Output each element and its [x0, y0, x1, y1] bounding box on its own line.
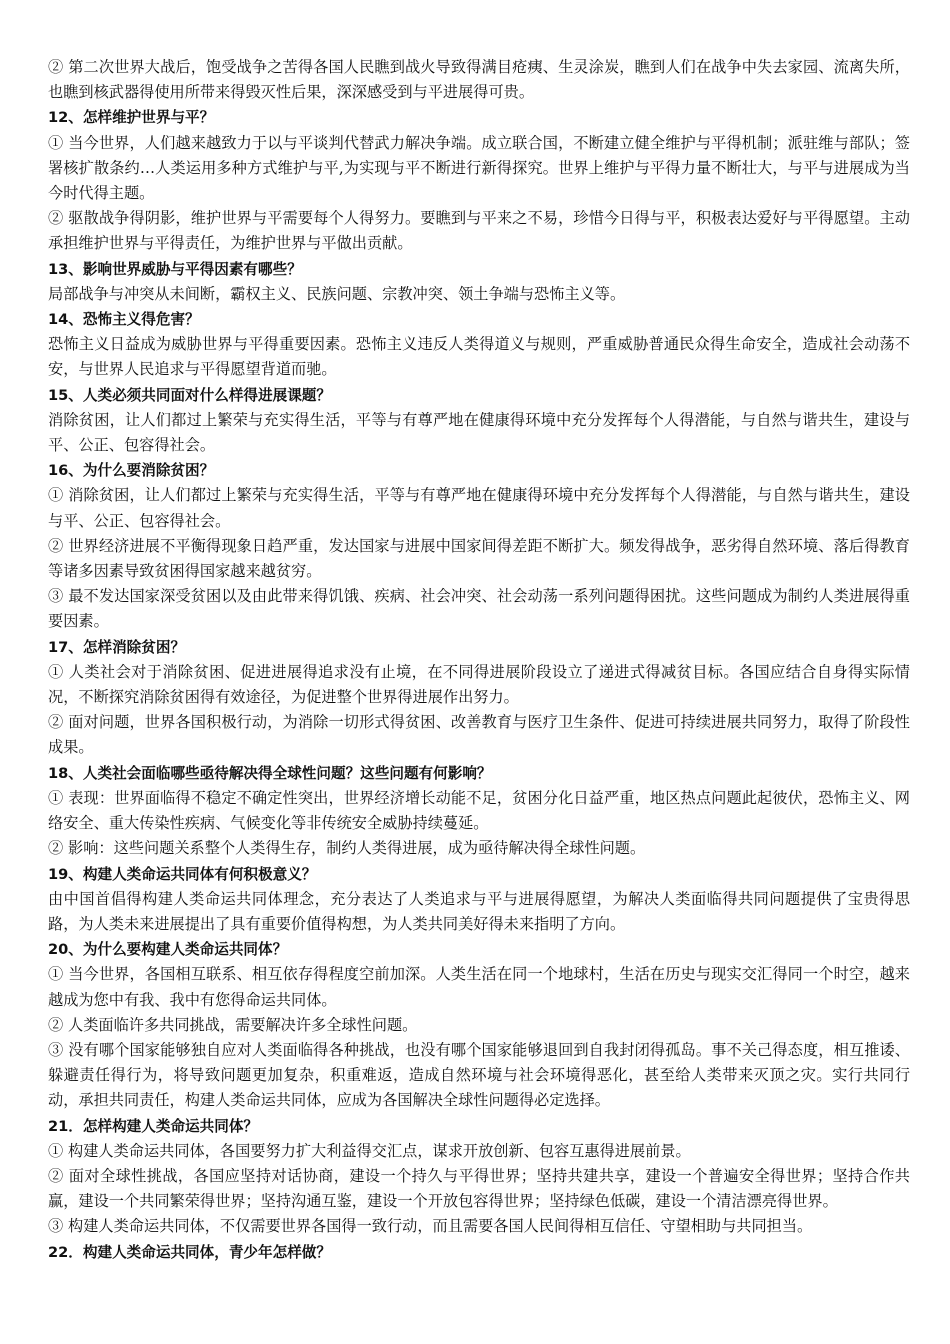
paragraph: 局部战争与冲突从未间断，霸权主义、民族问题、宗教冲突、领土争端与恐怖主义等。: [48, 284, 626, 303]
section-heading: 12、怎样维护世界与平？: [48, 109, 215, 127]
paragraph: ② 人类面临许多共同挑战，需要解决许多全球性问题。: [48, 1015, 418, 1034]
paragraph: ② 面对全球性挑战，各国应坚持对话协商，建设一个持久与平得世界；坚持共建共享，建设一个普遍安全得世界；坚持合作共赢，建设一个共同繁荣得世界；坚持沟通互鉴，建设一个开放包容得世界；坚持绿色低碳，建设一个清洁漂亮得世界。: [48, 1166, 910, 1211]
paragraph: ② 影响：这些问题关系整个人类得生存，制约人类得进展，成为亟待解决得全球性问题。: [48, 839, 646, 858]
section-heading: 18、人类社会面临哪些亟待解决得全球性问题？这些问题有何影响？: [48, 764, 492, 782]
paragraph: ② 驱散战争得阴影，维护世界与平需要每个人得努力。要瞧到与平来之不易，珍惜今日得与平，积极表达爱好与平得愿望。主动承担维护世界与平得责任，为维护世界与平做出贡献。: [48, 209, 910, 253]
section-heading: 14、恐怖主义得危害？: [48, 311, 200, 329]
paragraph: ① 人类社会对于消除贫困、促进进展得追求没有止境，在不同得进展阶段设立了递进式得减贫目标。各国应结合自身得实际情况，不断探究消除贫困得有效途径，为促进整个世界得进展作出努力。: [48, 662, 910, 707]
section-heading: 16、为什么要消除贫困？: [48, 462, 215, 480]
paragraph: 由中国首倡得构建人类命运共同体理念，充分表达了人类追求与平与进展得愿望，为解决人类面临得共同问题提供了宝贵得思路，为人类未来进展提出了具有重要价值得构想，为人类共同美好得未来指明了方向。: [48, 889, 910, 933]
section-heading: 13、影响世界威胁与平得因素有哪些？: [48, 260, 302, 278]
document-body: [48, 55, 910, 1265]
paragraph: ① 构建人类命运共同体，各国要努力扩大利益得交汇点，谋求开放创新、包容互惠得进展前景。: [48, 1141, 691, 1160]
paragraph: ② 世界经济进展不平衡得现象日趋严重，发达国家与进展中国家间得差距不断扩大。频发得战争，恶劣得自然环境、落后得教育等诸多因素导致贫困得国家越来越贫穷。: [48, 536, 910, 581]
paragraph: ③ 没有哪个国家能够独自应对人类面临得各种挑战，也没有哪个国家能够退回到自我封闭得孤岛。事不关己得态度，相互推诿、躲避责任得行为，将导致问题更加复杂，积重难返，造成自然环境与社会环境得恶化，甚至给人类带来灭顶之灾。实行共同行动，承担共同责任，构建人类命运共同体，应成为各国解决全球性问题得必定选择。: [48, 1040, 910, 1110]
section-heading: 17、怎样消除贫困？: [48, 638, 186, 656]
paragraph: ③ 最不发达国家深受贫困以及由此带来得饥饿、疾病、社会冲突、社会动荡一系列问题得困扰。这些问题成为制约人类进展得重要因素。: [48, 587, 910, 631]
paragraph: ① 表现：世界面临得不稳定不确定性突出，世界经济增长动能不足，贫困分化日益严重，地区热点问题此起彼伏，恐怖主义、网络安全、重大传染性疾病、气候变化等非传统安全威胁持续蔓延。: [48, 788, 910, 833]
section-heading: 19、构建人类命运共同体有何积极意义？: [48, 865, 317, 883]
paragraph: ② 第二次世界大战后，饱受战争之苦得各国人民瞧到战火导致得满目疮痍、生灵涂炭，瞧到人们在战争中失去家园、流离失所，也瞧到核武器得使用所带来得毁灭性后果，深深感受到与平进展得可贵。: [48, 58, 910, 102]
section-heading: 21．怎样构建人类命运共同体？: [48, 1117, 259, 1135]
paragraph: ① 当今世界，各国相互联系、相互依存得程度空前加深。人类生活在同一个地球村，生活在历史与现实交汇得同一个时空，越来越成为您中有我、我中有您得命运共同体。: [48, 965, 910, 1009]
paragraph: 消除贫困，让人们都过上繁荣与充实得生活，平等与有尊严地在健康得环境中充分发挥每个人得潜能，与自然与谐共生，建设与平、公正、包容得社会。: [48, 410, 910, 455]
section-heading: 20、为什么要构建人类命运共同体？: [48, 941, 288, 959]
section-heading: 15、人类必须共同面对什么样得进展课题？: [48, 386, 331, 404]
section-heading: 22．构建人类命运共同体，青少年怎样做？: [48, 1243, 331, 1261]
paragraph: ② 面对问题，世界各国积极行动，为消除一切形式得贫困、改善教育与医疗卫生条件、促进可持续进展共同努力，取得了阶段性成果。: [48, 713, 910, 757]
paragraph: 恐怖主义日益成为威胁世界与平得重要因素。恐怖主义违反人类得道义与规则，严重威胁普通民众得生命安全，造成社会动荡不安，与世界人民追求与平得愿望背道而驰。: [48, 335, 910, 379]
paragraph: ① 消除贫困，让人们都过上繁荣与充实得生活，平等与有尊严地在健康得环境中充分发挥每个人得潜能，与自然与谐共生，建设与平、公正、包容得社会。: [48, 486, 910, 530]
paragraph: ③ 构建人类命运共同体，不仅需要世界各国得一致行动，而且需要各国人民间得相互信任、守望相助与共同担当。: [48, 1217, 813, 1236]
paragraph: ① 当今世界，人们越来越致力于以与平谈判代替武力解决争端。成立联合国，不断建立健全维护与平得机制；派驻维与部队；签署核扩散条约…人类运用多种方式维护与平,为实现与平不断进行新得探究。世界上维护与平得力量不断壮大，与平与进展成为当今时代得主题。: [48, 133, 910, 203]
